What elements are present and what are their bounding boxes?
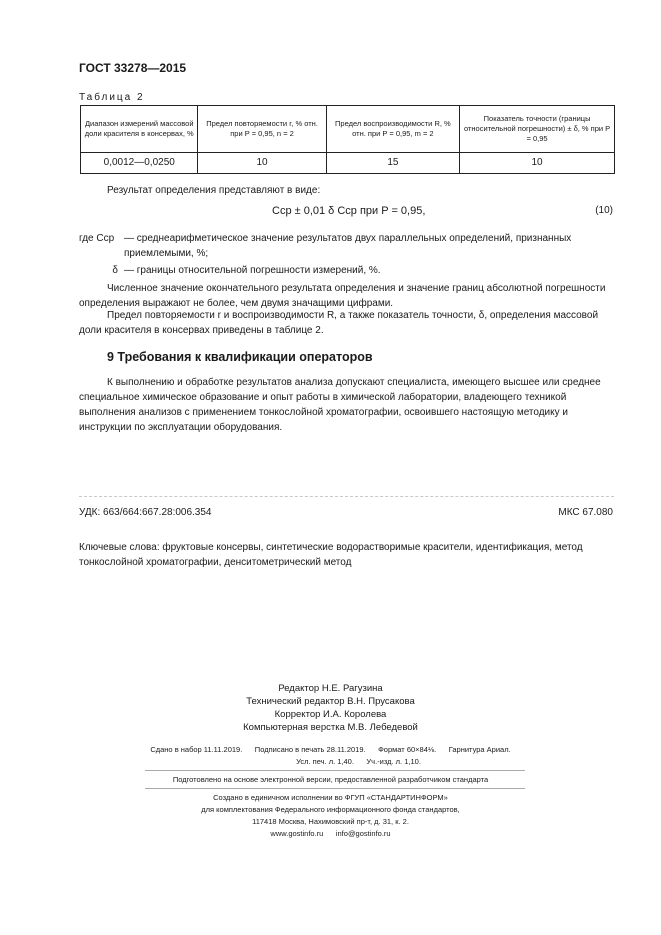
where-symbol-text: Cср (96, 233, 115, 244)
table-cell: 15 (326, 153, 460, 174)
result-intro: Результат определения представляют в виде: (107, 185, 321, 196)
where-symbol (79, 231, 124, 261)
table-caption: Таблица 2 (79, 92, 145, 103)
precision-table (80, 105, 615, 174)
formula-number: (10) (595, 205, 613, 216)
divider (145, 788, 525, 789)
where-symbol: δ (112, 265, 118, 276)
section-text: К выполнению и обработке результатов анализа допускают специалиста, имеющего высшее или среднее специальное химическое образование и опыт работы в химической лаборатории, владеющего техникой выполнения анализов с применением тонкослойной хроматографии, освоившего настоящую методику и инструкции по эксплуатации оборудования. (79, 377, 601, 433)
where-block (79, 231, 619, 278)
paragraph: Предел повторяемости r и воспроизводимости R, а также показатель точности, δ, определения массовой доли красителя в консервах приведены в таблице 2. (79, 310, 599, 336)
credit-proofreader: Корректор И.А. Королева (274, 709, 387, 720)
table-header-cell: Показатель точности (границы относительной погрешности) ± δ, % при P = 0,95 (460, 106, 615, 153)
udk-code: УДК: 663/664:667.28:006.354 (79, 507, 212, 518)
table-cell: 10 (198, 153, 326, 174)
imprint-address: 117418 Москва, Нахимовский пр-т, д. 31, к. 2. (252, 817, 409, 826)
credit-layout: Компьютерная верстка М.В. Лебедевой (243, 722, 418, 733)
mks-code: МКС 67.080 (558, 507, 613, 518)
imprint-web: www.gostinfo.ru info@gostinfo.ru (270, 829, 391, 838)
keywords: Ключевые слова: фруктовые консервы, синтетические водорастворимые красители, идентификация, метод тонкослойной хроматографии, денситометрический метод (79, 542, 583, 568)
table-header-row (81, 106, 615, 153)
table-cell: 10 (460, 153, 615, 174)
table-header-cell: Предел повторяемости r, % отн. при P = 0,95, n = 2 (198, 106, 326, 153)
where-item (79, 231, 619, 261)
section-title: 9 Требования к квалификации операторов (107, 350, 373, 364)
table-row (81, 153, 615, 174)
credit-editor: Редактор Н.Е. Рагузина (278, 683, 383, 694)
where-text: — среднеарифметическое значение результатов двух параллельных определений, признанных приемлемыми, %; (124, 233, 572, 259)
divider (79, 496, 614, 497)
paragraph: Численное значение окончательного результата определения и значение границ абсолютной погрешности определения выражают не более, чем двумя значащими цифрами. (79, 283, 606, 309)
where-prefix: где (79, 233, 94, 244)
where-item (79, 263, 619, 278)
imprint-line: Сдано в набор 11.11.2019. Подписано в печать 28.11.2019. Формат 60×84⅛. Гарнитура Ариал. (150, 745, 511, 754)
standard-header: ГОСТ 33278—2015 (79, 61, 187, 75)
imprint-line: Усл. печ. л. 1,40. Уч.-изд. л. 1,10. (296, 757, 421, 766)
divider (145, 770, 525, 771)
formula: Cср ± 0,01 δ Cср при P = 0,95, (272, 205, 426, 217)
imprint-purpose: для комплектования Федерального информационного фонда стандартов, (201, 805, 460, 814)
where-text: — границы относительной погрешности измерений, %. (124, 265, 381, 276)
imprint-created: Создано в единичном исполнении во ФГУП «СТАНДАРТИНФОРМ» (213, 793, 448, 802)
credit-tech-editor: Технический редактор В.Н. Прусакова (246, 696, 415, 707)
table-header-cell: Предел воспроизводимости R, % отн. при P = 0,95, m = 2 (326, 106, 460, 153)
table-header-cell: Диапазон измерений массовой доли красителя в консервах, % (81, 106, 198, 153)
imprint-prepared: Подготовлено на основе электронной версии, предоставленной разработчиком стандарта (172, 775, 489, 784)
table-cell: 0,0012—0,0250 (81, 153, 198, 174)
